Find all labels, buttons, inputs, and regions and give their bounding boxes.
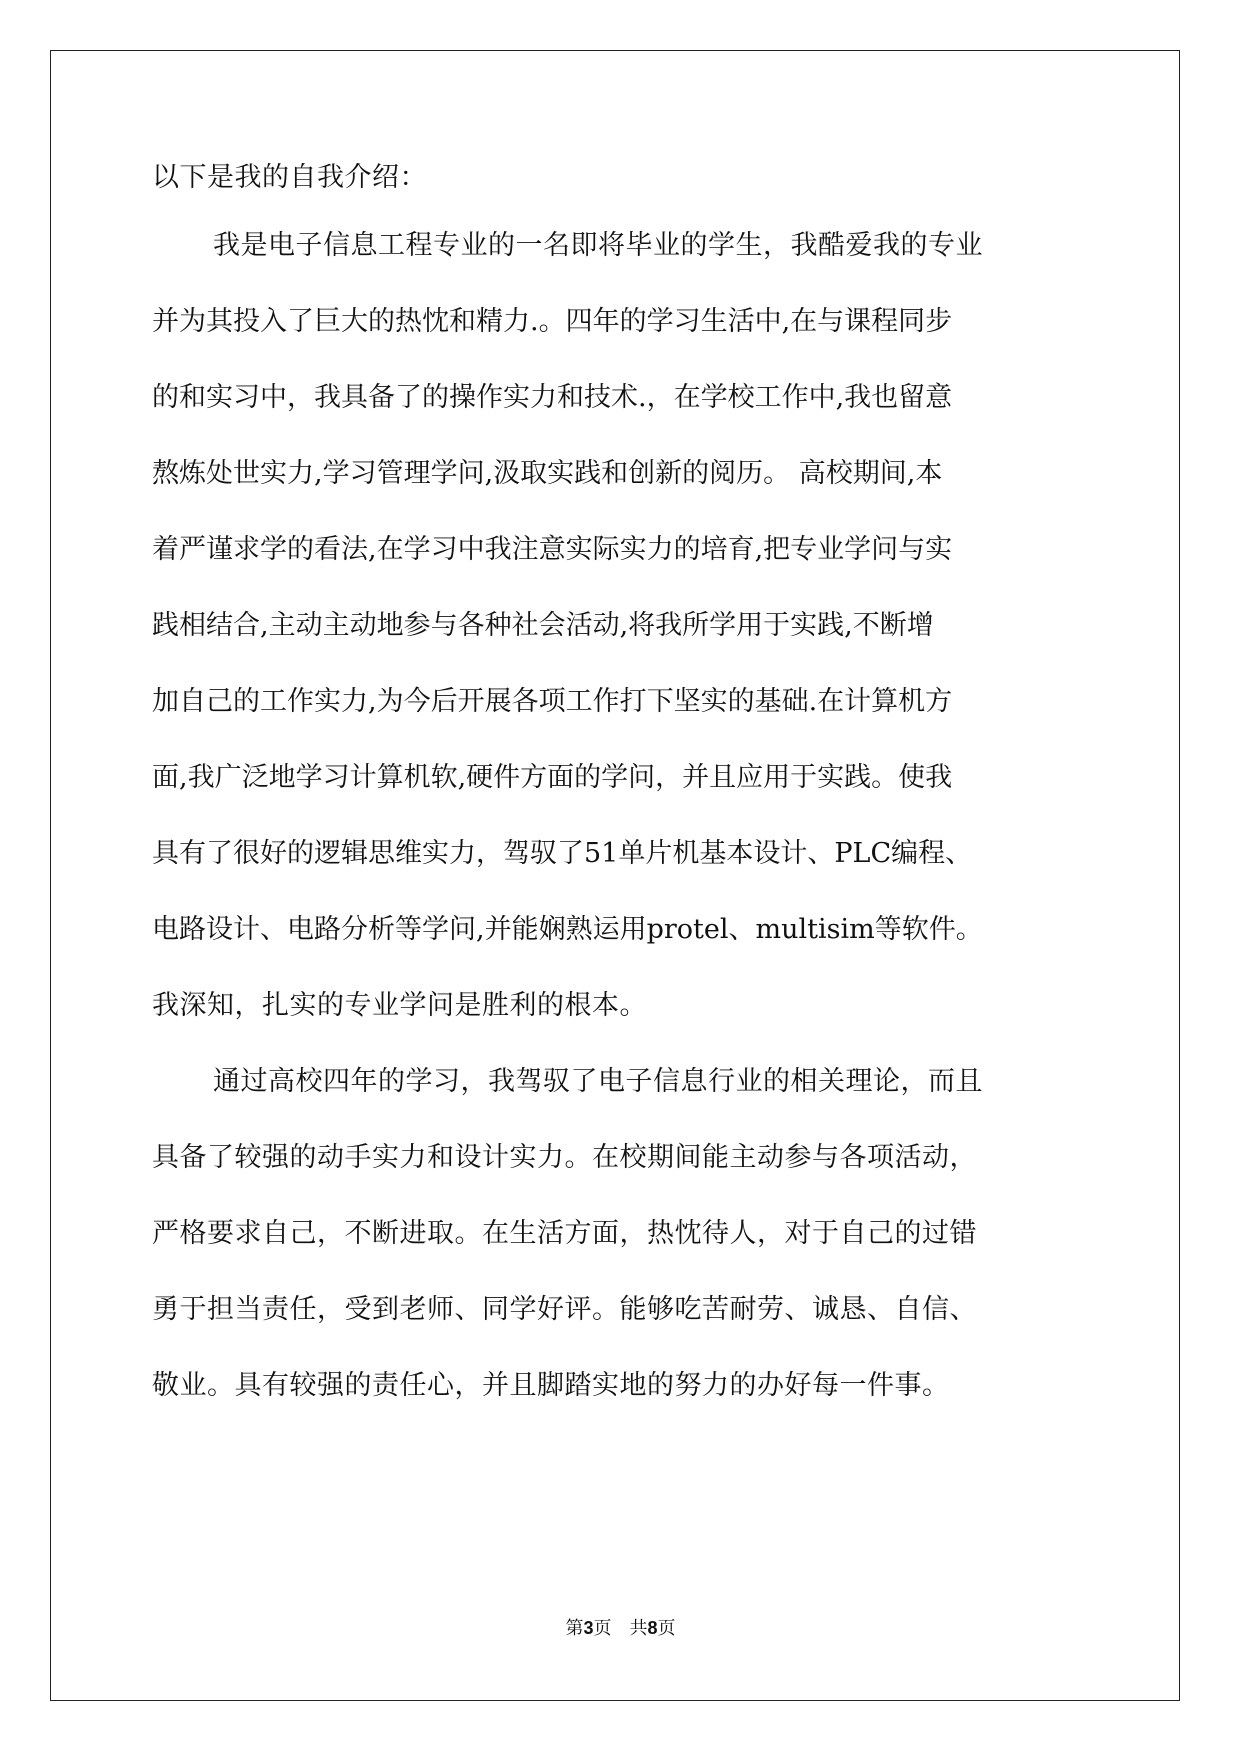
- text-line-paragraph-2-start: 通过高校四年的学习，我驾驭了电子信息行业的相关理论，而且: [213, 1066, 983, 1097]
- text-line: 我深知，扎实的专业学问是胜利的根本。: [152, 990, 647, 1021]
- text-line: 严格要求自己，不断进取。在生活方面，热忱待人，对于自己的过错: [152, 1218, 977, 1249]
- text-line: 敬业。具有较强的责任心，并且脚踏实地的努力的办好每一件事。: [152, 1370, 950, 1401]
- page-suffix: 页: [657, 1618, 676, 1639]
- page-total: 8: [647, 1618, 658, 1638]
- text-line: 加自己的工作实力,为今后开展各项工作打下坚实的基础.在计算机方: [152, 686, 953, 717]
- text-line: 电路设计、电路分析等学问,并能娴熟运用protel、multisim等软件。: [152, 914, 983, 945]
- text-line: 具有了很好的逻辑思维实力，驾驭了51单片机基本设计、PLC编程、: [152, 838, 973, 869]
- text-line: 的和实习中，我具备了的操作实力和技术.，在学校工作中,我也留意: [152, 382, 953, 413]
- page-footer: [0, 1617, 1241, 1640]
- page-border: [50, 50, 1180, 1701]
- page-prefix: 第: [565, 1618, 584, 1639]
- text-line: 着严谨求学的看法,在学习中我注意实际实力的培育,把专业学问与实: [152, 534, 953, 565]
- page-mid: 页 共: [593, 1618, 648, 1639]
- text-line: 勇于担当责任，受到老师、同学好评。能够吃苦耐劳、诚恳、自信、: [152, 1294, 977, 1325]
- text-line-paragraph-1-start: 我是电子信息工程专业的一名即将毕业的学生，我酷爱我的专业: [213, 230, 983, 261]
- text-line: 并为其投入了巨大的热忱和精力.。四年的学习生活中,在与课程同步: [152, 306, 953, 337]
- text-line: 熬炼处世实力,学习管理学问,汲取实践和创新的阅历。 高校期间,本: [152, 458, 943, 489]
- text-line: 践相结合,主动主动地参与各种社会活动,将我所学用于实践,不断增: [152, 610, 934, 641]
- page-number: 3: [583, 1618, 594, 1638]
- text-line-intro: 以下是我的自我介绍：: [152, 162, 427, 193]
- text-line: 具备了较强的动手实力和设计实力。在校期间能主动参与各项活动，: [152, 1142, 977, 1173]
- text-line: 面,我广泛地学习计算机软,硬件方面的学问，并且应用于实践。使我: [152, 762, 953, 793]
